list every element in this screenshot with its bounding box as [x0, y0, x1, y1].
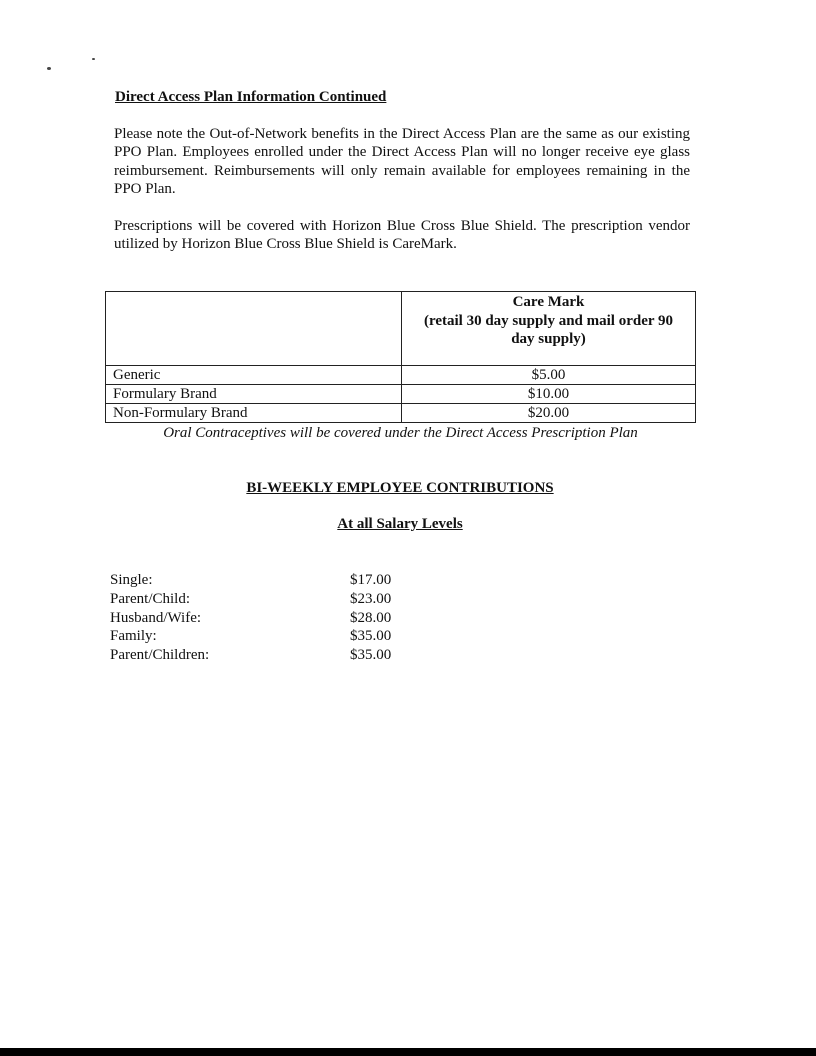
table-cell-value: $20.00 — [402, 404, 696, 423]
table-header-title: Care Mark — [512, 294, 585, 310]
table-row — [106, 404, 696, 423]
contribution-amount: $28.00 — [350, 609, 392, 626]
prescription-table — [105, 291, 696, 423]
contributions-subtitle: At all Salary Levels — [337, 516, 463, 532]
scan-speck — [92, 58, 95, 60]
contribution-amount: $17.00 — [350, 572, 392, 588]
contribution-label: Single: — [110, 572, 153, 588]
contributions-title: BI-WEEKLY EMPLOYEE CONTRIBUTIONS — [246, 480, 554, 496]
contribution-label: Family: — [110, 628, 157, 645]
table-footnote: Oral Contraceptives will be covered under the Direct Access Prescription Plan — [163, 425, 638, 441]
contribution-amount: $35.00 — [350, 628, 392, 645]
paragraph-prescriptions: Prescriptions will be covered with Horizon Blue Cross Blue Shield. The prescription vendor utilized by Horizon Blue Cross Blue Shield is CareMark. — [114, 218, 690, 253]
contribution-label: Husband/Wife: — [110, 609, 202, 626]
scan-speck — [47, 67, 51, 70]
table-header-caremark — [402, 292, 696, 366]
section-heading: Direct Access Plan Information Continued — [115, 89, 387, 105]
list-item — [110, 609, 430, 628]
contributions-list — [110, 571, 430, 665]
contribution-amount: $23.00 — [350, 590, 392, 607]
list-item — [110, 646, 430, 665]
table-header-blank-cell — [106, 292, 402, 366]
table-cell-label: Non-Formulary Brand — [106, 404, 402, 423]
list-item — [110, 571, 430, 590]
list-item — [110, 590, 430, 609]
contribution-amount: $35.00 — [350, 647, 392, 664]
scan-bottom-edge — [0, 1048, 816, 1056]
table-cell-value: $5.00 — [402, 366, 696, 385]
contribution-label: Parent/Children: — [110, 647, 210, 664]
contribution-label: Parent/Child: — [110, 590, 190, 607]
table-cell-label: Formulary Brand — [106, 385, 402, 404]
table-cell-value: $10.00 — [402, 385, 696, 404]
table-header-subtitle: (retail 30 day supply and mail order 90 day supply) — [423, 312, 674, 347]
table-row — [106, 366, 696, 385]
paragraph-out-of-network: Please note the Out-of-Network benefits in the Direct Access Plan are the same as our existing PPO Plan. Employees enrolled under the Direct Access Plan will no longer receive eye glass reimbursement. Reimbursements will only remain available for employees remaining in the PPO Plan. — [114, 126, 690, 197]
table-row — [106, 385, 696, 404]
list-item — [110, 627, 430, 646]
table-cell-label: Generic — [106, 366, 402, 385]
table-header-row — [106, 292, 696, 366]
